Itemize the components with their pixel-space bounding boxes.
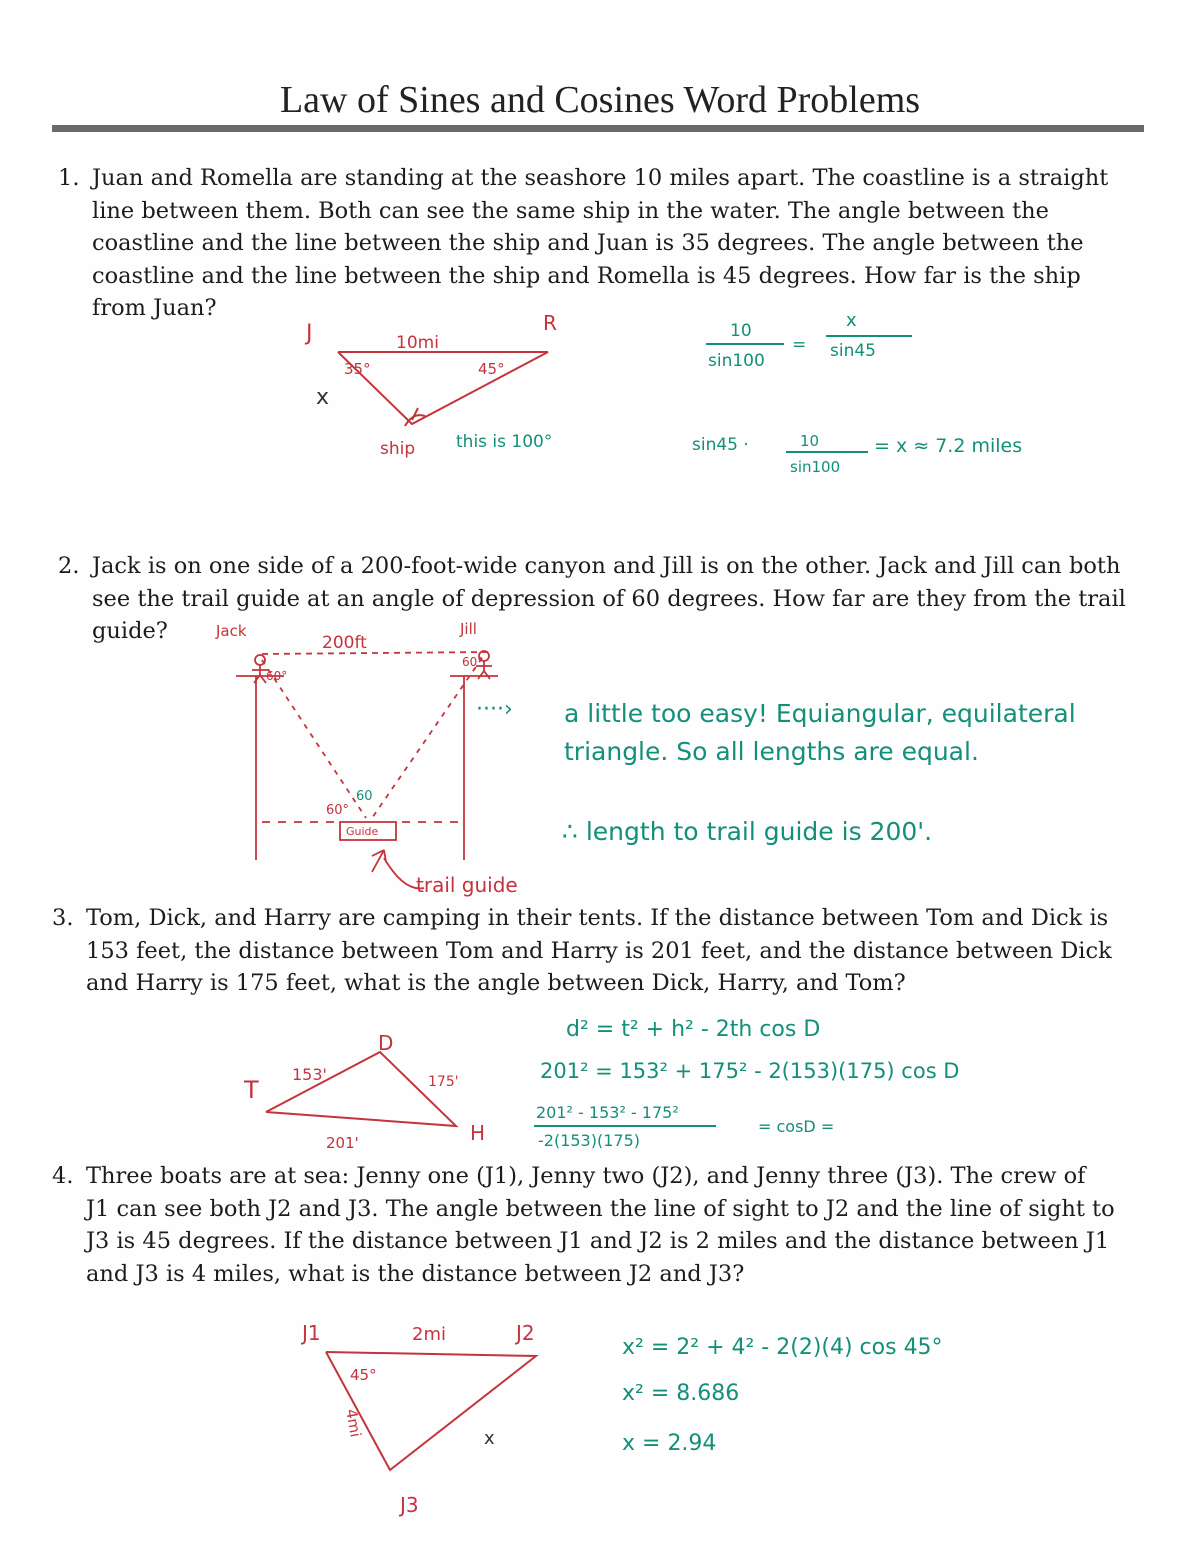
problem-text-line: Three boats are at sea: Jenny one (J1), Jenny two (J2), and Jenny three (J3). The crew of [86,1163,1086,1189]
vertex-j1: J1 [302,1321,321,1345]
angle-jack: 60° [266,669,288,683]
guide-box-label: Guide [346,825,379,838]
solve-den: sin100 [790,458,841,476]
sightline-left [262,660,366,818]
ratio-right-num: x [846,310,857,331]
problem-text-line: and Harry is 175 feet, what is the angle between Dick, Harry, and Tom? [86,970,906,996]
angle-bottom-right: 60 [356,789,373,804]
arrow-icon: ····› [476,697,513,722]
side-label: 10mi [396,333,439,353]
jill-label: Jill [460,620,477,638]
side-j1-j3: 4mi [342,1407,365,1439]
problem-text-line: J3 is 45 degrees. If the distance between J1 and J2 is 2 miles and the distance between J1 [86,1228,1110,1254]
sightline-right [372,658,482,818]
law-of-cosines-equation: x² = 2² + 4² - 2(2)(4) cos 45° [622,1335,943,1360]
ratio-left-num: 10 [730,321,752,341]
problem-text-line: line between them. Both can see the same ship in the water. The angle between the [92,197,1049,224]
width-label: 200ft [322,633,367,653]
ship-angle-note: this is 100° [456,432,553,452]
ratio-right-den: sin45 [830,341,876,361]
page-title: Law of Sines and Cosines Word Problems [279,79,921,121]
angle-j1: 45° [350,1366,377,1384]
angle-bottom-left: 60° [326,803,350,818]
substituted-equation: 201² = 153² + 175² - 2(153)(175) cos D [540,1059,960,1083]
side-td: 153' [292,1065,327,1084]
problem-text-line: coastline and the line between the ship and Juan is 35 degrees. The angle between the [92,230,1084,256]
note-line-1: a little too easy! Equiangular, equilateral [564,699,1076,728]
problem-text-line: coastline and the line between the ship and Romella is 45 degrees. How far is the ship [92,262,1081,289]
jack-label: Jack [216,622,247,640]
problem-number: 3. [52,905,74,931]
side-j1-j2: 2mi [412,1324,446,1345]
rearranged-denominator: -2(153)(175) [538,1131,640,1150]
problem-4-labels [300,1321,943,1517]
cos-d-result: = cosD = [758,1117,835,1136]
vertex-j2: J2 [516,1321,535,1345]
problem-text-line: and J3 is 4 miles, what is the distance between J2 and J3? [86,1260,745,1287]
vertex-j3: J3 [400,1493,419,1517]
solve-left: sin45 · [692,435,749,455]
angle-jill: 60° [462,655,484,669]
ratio-left-den: sin100 [708,351,765,371]
problem-number: 2. [58,553,80,579]
final-answer: x = 2.94 [622,1431,717,1456]
solve-right: = x ≈ 7.2 miles [874,435,1023,457]
unknown-x: x [484,1428,495,1449]
problem-number: 1. [58,165,80,191]
label-r: R [543,311,557,335]
problem-text-line: 153 feet, the distance between Tom and Harry is 201 feet, and the distance between Dick [86,937,1112,964]
problem-text-line: see the trail guide at an angle of depression of 60 degrees. How far are they from the trail [92,585,1126,612]
jack-head-icon [255,655,265,665]
note-line-3: ∴ length to trail guide is 200'. [562,817,933,846]
note-line-2: triangle. So all lengths are equal. [564,737,979,766]
angle-j: 35° [344,360,371,378]
ratio-eq: = [792,335,807,355]
label-j: J [306,321,313,346]
problem-2-diagram [236,651,498,888]
rearranged-numerator: 201² - 153² - 175² [536,1103,679,1122]
side-th: 201' [326,1134,359,1152]
side-dh: 175' [428,1074,459,1090]
sightline-top [262,652,490,654]
problem-3-labels [243,1017,959,1152]
problem-text-line: Tom, Dick, and Harry are camping in their tents. If the distance between Tom and Dick is [86,905,1109,931]
trail-guide-label: trail guide [416,873,518,897]
problem-text-line: from Juan? [92,295,217,321]
ship-label: ship [380,439,416,459]
problem-text-line: Jack is on one side of a 200-foot-wide canyon and Jill is on the other. Jack and Jill can both [92,553,1121,579]
problem-number: 4. [52,1163,74,1189]
vertex-t: T [244,1076,259,1104]
squared-result: x² = 8.686 [622,1381,740,1406]
problem-2-labels [215,620,1076,897]
problem-text-line: Juan and Romella are standing at the seashore 10 miles apart. The coastline is a straight [92,165,1109,191]
law-of-cosines-formula: d² = t² + h² - 2th cos D [566,1017,821,1042]
vertex-d: D [378,1031,394,1055]
vertex-h: H [470,1121,486,1145]
problem-text-line: J1 can see both J2 and J3. The angle between the line of sight to J2 and the line of sight to [86,1195,1115,1222]
problem-text-line: guide? [92,618,168,644]
problem-1-labels [304,310,1022,476]
angle-r: 45° [478,360,505,378]
unknown-x: x [316,385,330,410]
solve-num: 10 [800,432,820,450]
